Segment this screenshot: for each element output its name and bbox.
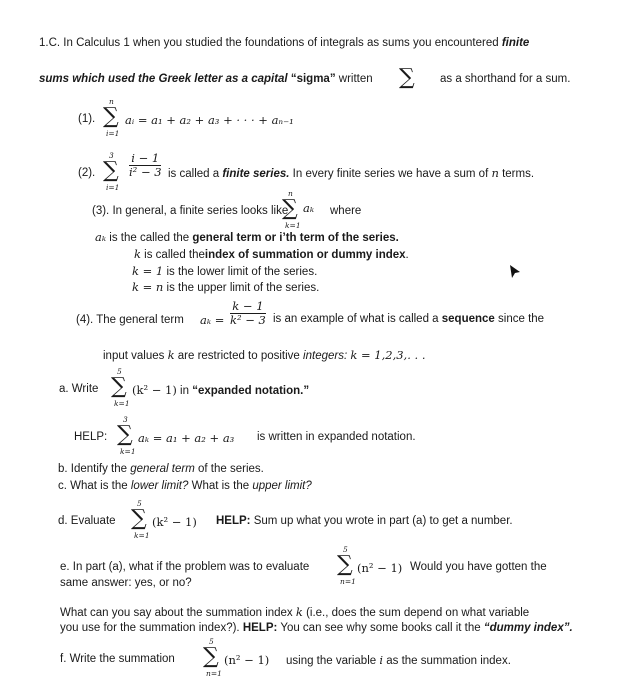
line-k-dot: . xyxy=(405,249,409,261)
note-text1-tail: (i.e., does the sum depend on what variable xyxy=(306,607,530,619)
part-d-expression: (k² − 1) xyxy=(152,515,197,529)
upper-text: is the upper limit of the series. xyxy=(166,282,320,294)
item2-summation xyxy=(103,151,121,191)
item4-label: (4). The general term xyxy=(76,314,184,326)
shorthand-text: as a shorthand for a sum. xyxy=(440,73,571,85)
part-a-label: a. Write xyxy=(59,383,99,395)
line-k-text: is called the xyxy=(144,249,205,261)
general-term-def: general term or i’th term of the series. xyxy=(192,232,399,244)
k-var: k xyxy=(134,247,141,261)
part-d-help xyxy=(216,515,513,527)
part-d-summation xyxy=(131,499,149,539)
item4-text xyxy=(273,313,544,325)
sigma-quote: “sigma” xyxy=(290,73,336,85)
finite-emphasis: finite xyxy=(501,37,530,49)
sigma-icon: ∑ xyxy=(111,374,127,399)
item3-summation xyxy=(282,189,300,229)
part-a-upper: 5 xyxy=(117,367,122,376)
part-f-tail: as the summation index. xyxy=(386,655,511,667)
help1-upper: 3 xyxy=(123,415,128,424)
item2-upper: 3 xyxy=(109,151,114,160)
ak-var: aₖ xyxy=(95,230,107,244)
finite-series-term: finite series. xyxy=(222,168,290,180)
part-d-label: d. Evaluate xyxy=(58,515,116,527)
note-help-text: You can see why some books call it the xyxy=(280,622,481,634)
note-line1 xyxy=(60,605,529,619)
item2-numerator: i − 1 xyxy=(131,151,160,165)
part-e-tail: Would you have gotten the xyxy=(410,561,547,573)
item2-label: (2). xyxy=(78,167,96,179)
where-text: where xyxy=(330,205,362,217)
item1-lower: i=1 xyxy=(106,129,120,138)
item1-upper: n xyxy=(109,97,114,106)
upper-var: k = n xyxy=(132,280,164,294)
part-f-expression: (n² − 1) xyxy=(224,653,270,667)
part-a-expression xyxy=(132,383,309,397)
part-a-lower: k=1 xyxy=(114,399,130,408)
index-line xyxy=(134,247,409,261)
sigma-icon: ∑ xyxy=(131,506,147,531)
part-f-text xyxy=(286,653,511,667)
help1-expression: aₖ = a₁ + a₂ + a₃ xyxy=(138,431,235,445)
item2-lower: i=1 xyxy=(106,183,120,192)
terms-text: terms. xyxy=(502,168,535,180)
intro-text: 1.C. In Calculus 1 when you studied the foundations of integrals as sums you encountered xyxy=(39,37,499,49)
note-k: k xyxy=(295,605,303,619)
note-line2 xyxy=(60,622,573,634)
part-a-in: in xyxy=(180,385,189,397)
general-term-line xyxy=(95,230,399,244)
example-text: is an example of what is called a xyxy=(273,313,439,325)
integer-set: k = 1,2,3,. . . xyxy=(350,348,426,362)
part-c-upper: upper limit? xyxy=(252,480,312,492)
sigma-icon: ∑ xyxy=(117,422,133,447)
dummy-index-term: “dummy index”. xyxy=(483,622,573,634)
item3-upper: n xyxy=(288,189,293,198)
part-c-prefix: c. What is the xyxy=(58,480,128,492)
sigma-icon: ∑ xyxy=(203,644,219,669)
item2-denominator: i² − 3 xyxy=(129,165,162,179)
help1-summation xyxy=(117,415,135,455)
intro-line-1 xyxy=(39,37,529,49)
part-f-upper: 5 xyxy=(209,637,214,646)
note-text1: What can you say about the summation index xyxy=(60,607,293,619)
item2-fraction xyxy=(127,152,164,179)
sigma-symbol-header: ∑ xyxy=(399,65,415,90)
help1-text: is written in expanded notation. xyxy=(257,431,416,443)
item1-label: (1). xyxy=(78,113,96,125)
part-f-lower: n=1 xyxy=(206,669,222,678)
part-b-general-term: general term xyxy=(130,463,195,475)
part-e-expression: (n² − 1) xyxy=(357,561,403,575)
item1-summation xyxy=(103,97,121,137)
part-d-upper: 5 xyxy=(137,499,142,508)
n-variable: n xyxy=(491,166,499,180)
item4-fraction xyxy=(228,300,268,327)
input-text: input values xyxy=(103,350,165,362)
part-a-expr: (k² − 1) xyxy=(132,383,177,397)
item4-denominator: k² − 3 xyxy=(230,313,266,327)
every-text: In every finite series we have a sum of xyxy=(292,168,489,180)
part-f-label: f. Write the summation xyxy=(60,653,175,665)
part-f-summation xyxy=(203,637,221,677)
part-a-summation xyxy=(111,367,129,407)
restricted-text: are restricted to positive xyxy=(177,350,300,362)
mouse-cursor-icon xyxy=(508,264,522,280)
lower-limit-line xyxy=(132,264,317,278)
item4-numerator: k − 1 xyxy=(232,299,264,313)
index-def: index of summation or dummy index xyxy=(204,249,406,261)
item1-expression: aᵢ = a₁ + a₂ + a₃ + · · · + aₙ₋₁ xyxy=(125,113,294,127)
part-e-lower: n=1 xyxy=(340,577,356,586)
part-d-lower: k=1 xyxy=(134,531,150,540)
sigma-icon: ∑ xyxy=(103,158,119,183)
upper-limit-line xyxy=(132,280,319,294)
item2-text xyxy=(168,166,534,180)
sigma-icon: ∑ xyxy=(282,196,298,221)
sigma-icon: ∑ xyxy=(103,104,119,129)
expanded-notation: “expanded notation.” xyxy=(192,385,310,397)
sums-text: sums which used the Greek letter as a capital xyxy=(39,73,288,85)
item4-lhs: aₖ = xyxy=(200,313,225,327)
part-e-upper: 5 xyxy=(343,545,348,554)
k-inline: k xyxy=(167,348,175,362)
help1-label: HELP: xyxy=(74,431,108,443)
note-text2: you use for the summation index?). xyxy=(60,622,240,634)
line-a-text: is the called the xyxy=(109,232,190,244)
item4-line2 xyxy=(103,348,425,362)
written-text: written xyxy=(338,73,373,85)
part-d-help-label: HELP: xyxy=(216,515,251,527)
help1-lower: k=1 xyxy=(120,447,136,456)
part-e-line1: e. In part (a), what if the problem was to evaluate xyxy=(60,561,310,573)
part-c-middle: What is the xyxy=(191,480,250,492)
item3-label: (3). In general, a finite series looks like xyxy=(92,205,289,217)
lower-var: k = 1 xyxy=(132,264,164,278)
part-d-help-text: Sum up what you wrote in part (a) to get a number. xyxy=(253,515,513,527)
sigma-icon: ∑ xyxy=(337,552,353,577)
part-e-line2: same answer: yes, or no? xyxy=(60,577,192,589)
part-c xyxy=(58,480,312,492)
part-f-using: using the variable xyxy=(286,655,377,667)
part-b-suffix: of the series. xyxy=(198,463,264,475)
called-text: is called a xyxy=(168,168,220,180)
part-f-var: i xyxy=(379,653,384,667)
integers-text: integers: xyxy=(303,350,348,362)
part-c-lower: lower limit? xyxy=(130,480,189,492)
note-help-label: HELP: xyxy=(242,622,278,634)
since-text: since the xyxy=(498,313,545,325)
item3-term: aₖ xyxy=(303,201,315,215)
intro-line-2 xyxy=(39,73,373,85)
sequence-term: sequence xyxy=(441,313,495,325)
part-e-summation xyxy=(337,545,355,585)
item3-lower: k=1 xyxy=(285,221,301,230)
part-b-prefix: b. Identify the xyxy=(58,463,128,475)
lower-text: is the lower limit of the series. xyxy=(166,266,318,278)
part-b xyxy=(58,463,264,475)
